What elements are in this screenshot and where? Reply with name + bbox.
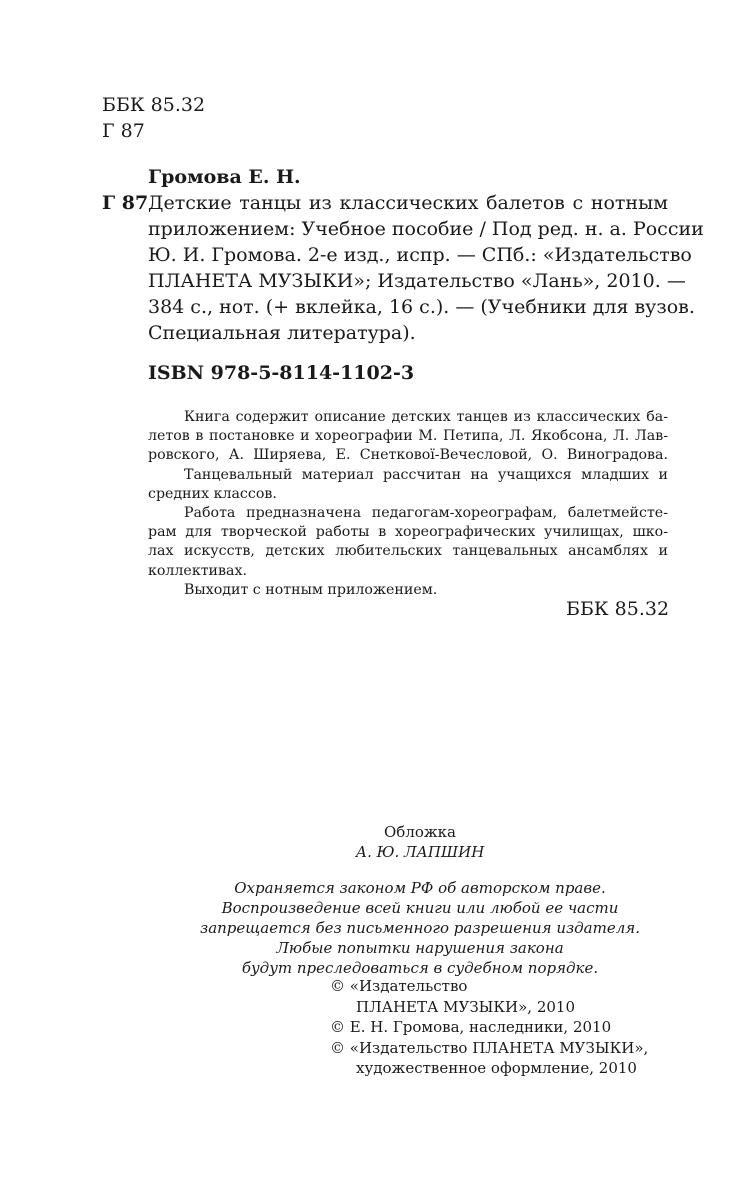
rights-line: Воспроизведение всей книги или любой ее части — [221, 899, 619, 917]
rights-line: будут преследоваться в судебном порядке. — [241, 959, 599, 977]
description-line: Специальная литература). — [148, 322, 416, 344]
annotation — [148, 408, 668, 600]
cover-label: Обложка — [383, 823, 456, 841]
annotation-line: Работа предназначена педагогам-хореографам, балетмейсте- — [184, 505, 668, 522]
rights-line: Охраняется законом РФ об авторском праве. — [234, 879, 606, 897]
annotation-line: Выходит с нотным приложением. — [184, 581, 438, 598]
annotation-line: ровского, А. Ширяева, Е. Снеткової-Вечесловой, О. Виноградова. — [148, 447, 668, 464]
cover-artist: А. Ю. ЛАПШИН — [355, 843, 485, 861]
copyright-line: © «Издательство — [330, 977, 468, 995]
author: Громова Е. Н. — [148, 166, 301, 188]
annotation-line: средних классов. — [148, 485, 277, 502]
copyright-line: © «Издательство ПЛАНЕТА МУЗЫКИ», — [330, 1038, 649, 1057]
rights-notice — [170, 878, 670, 978]
annotation-line: коллективах. — [148, 562, 247, 579]
description-line: ПЛАНЕТА МУЗЫКИ»; Издательство «Лань», 2010. — — [148, 270, 686, 292]
copyright-line: ПЛАНЕТА МУЗЫКИ», 2010 — [356, 997, 576, 1016]
code-side: Г 87 — [102, 192, 149, 214]
bbk-bottom: ББК 85.32 — [566, 598, 670, 620]
code-top: Г 87 — [102, 120, 145, 142]
annotation-line: лах искусств, детских любительских танцевальных ансамблях и — [148, 543, 668, 560]
description-line: приложением: Учебное пособие / Под ред. н. а. России — [148, 218, 704, 240]
copyright-line: художественное оформление, 2010 — [356, 1059, 637, 1077]
isbn: ISBN 978-5-8114-1102-3 — [148, 362, 415, 384]
annotation-line: рам для творческой работы в хореографических училищах, шко- — [148, 524, 668, 541]
book-description — [148, 190, 704, 346]
rights-line: Любые попытки нарушения закона — [276, 939, 564, 957]
copyright-block — [330, 976, 648, 1079]
copyright-line: © Е. Н. Громова, наследники, 2010 — [330, 1018, 612, 1036]
description-line: Ю. И. Громова. 2-е изд., испр. — СПб.: «Издательство — [148, 244, 692, 266]
rights-line: запрещается без письменного разрешения издателя. — [200, 919, 640, 937]
bbk-top: ББК 85.32 — [102, 94, 206, 116]
annotation-line: Танцевальный материал рассчитан на учащихся младших и — [184, 466, 668, 483]
annotation-line: летов в постановке и хореографии М. Петипа, Л. Якобсона, Л. Лав- — [148, 428, 668, 445]
description-line: 384 с., нот. (+ вклейка, 16 с.). — (Учебники для вузов. — [148, 296, 695, 318]
annotation-line: Книга содержит описание детских танцев из классических ба- — [184, 409, 668, 425]
description-line: Детские танцы из классических балетов с нотным — [148, 192, 668, 214]
